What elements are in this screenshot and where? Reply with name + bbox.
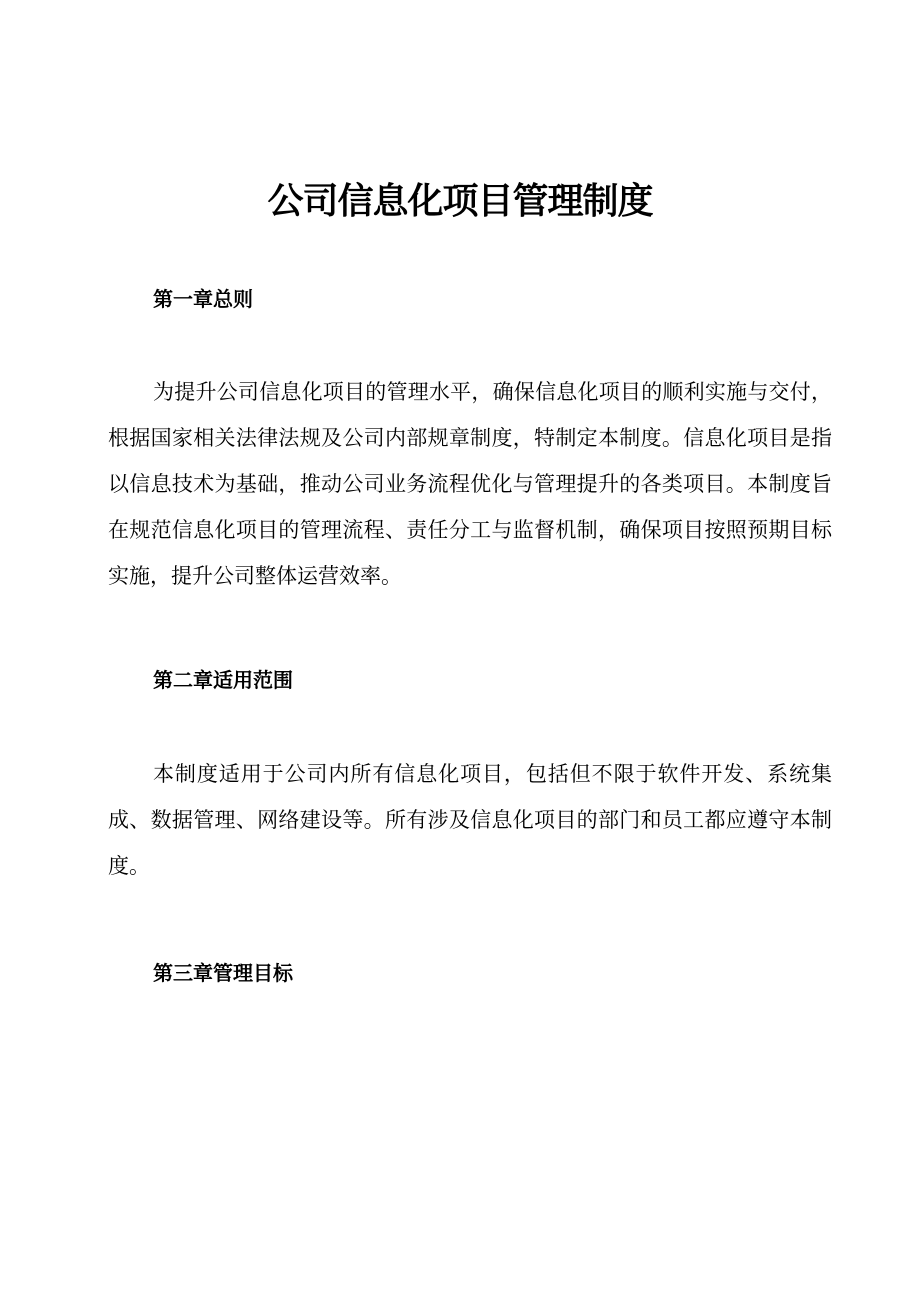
chapter-1-heading: 第一章总则 [153,287,253,311]
chapter-1-paragraph: 为提升公司信息化项目的管理水平，确保信息化项目的顺利实施与交付，根据国家相关法律法规及公司内部规章制度，特制定本制度。信息化项目是指以信息技术为基础，推动公司业务流程优化与管理提升的各类项目。本制度旨在规范信息化项目的管理流程、责任分工与监督机制，确保项目按照预期目标实施，提升公司整体运营效率。 [108,380,832,588]
chapter-2-paragraph: 本制度适用于公司内所有信息化项目，包括但不限于软件开发、系统集成、数据管理、网络建设等。所有涉及信息化项目的部门和员工都应遵守本制度。 [108,762,832,878]
document-title: 公司信息化项目管理制度 [267,181,653,222]
chapter-3-heading: 第三章管理目标 [153,961,293,985]
chapter-2-heading: 第二章适用范围 [153,668,293,692]
